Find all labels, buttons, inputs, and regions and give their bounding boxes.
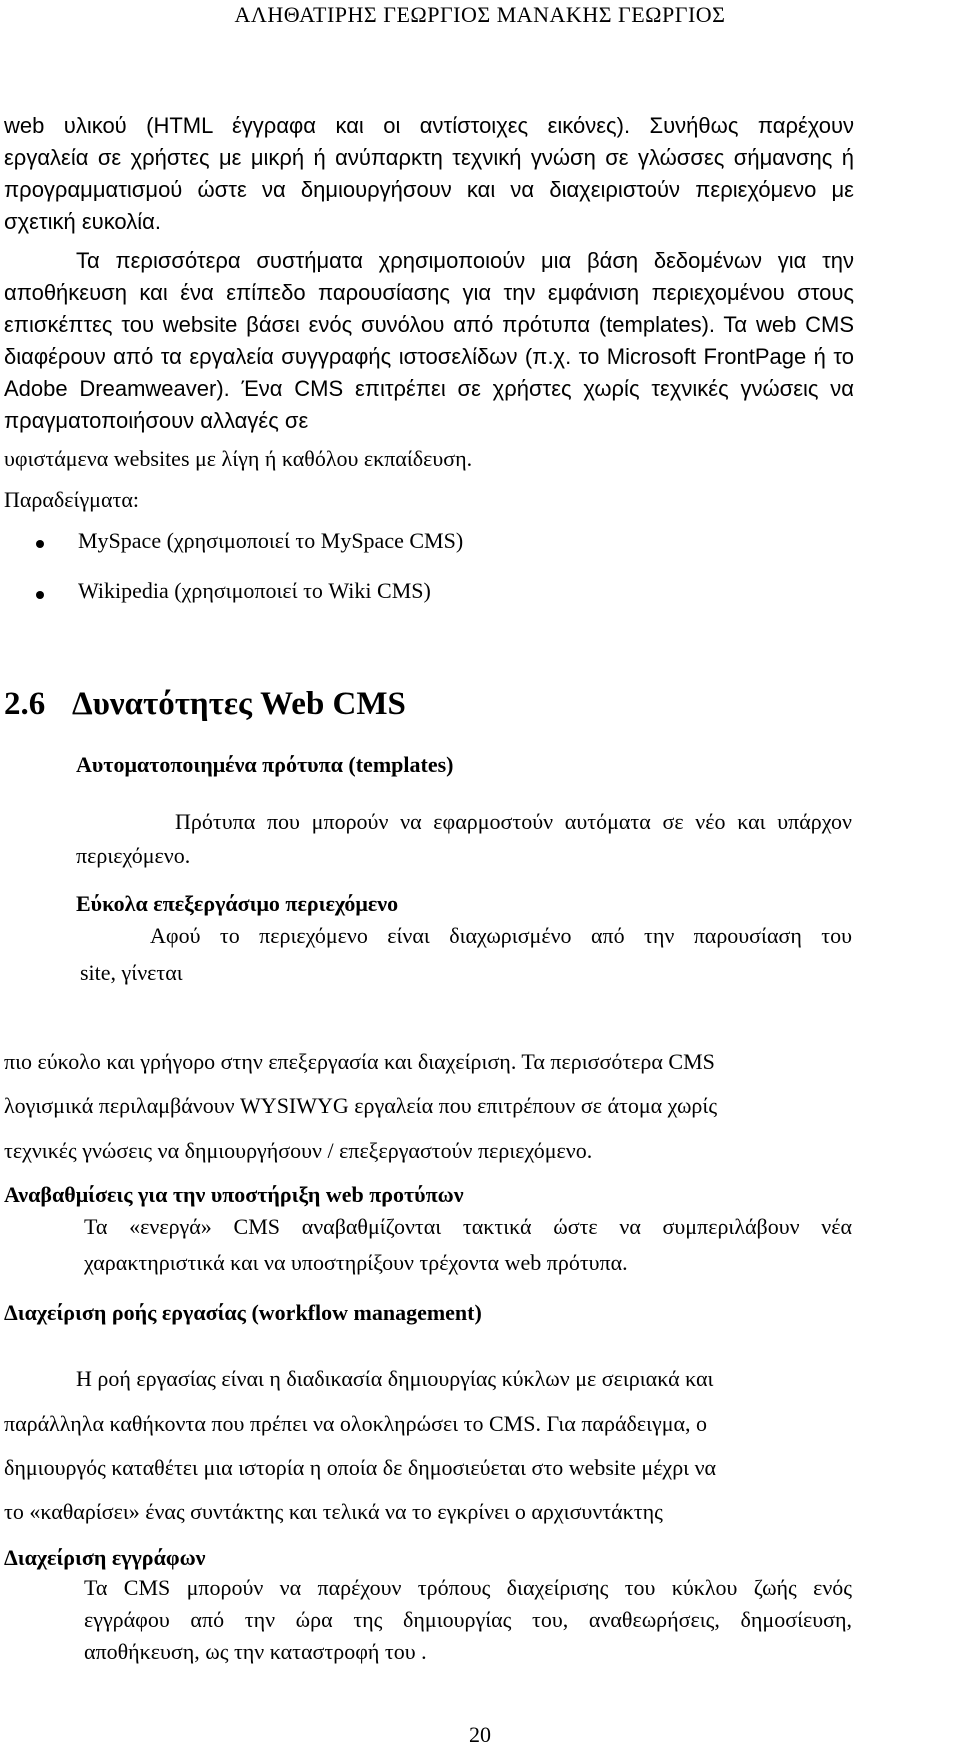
upgrades-heading: Αναβαθμίσεις για την υποστήριξη web προτύπων — [4, 1182, 464, 1207]
section-number: 2.6 — [4, 686, 46, 722]
editable-line-2: site, γίνεται — [80, 960, 183, 985]
documents-line-1: Τα CMS μπορούν να παρέχουν τρόπους διαχείρισης του κύκλου ζωής ενός — [84, 1575, 852, 1600]
para2-line-3: επισκέπτες του website βάσει ενός συνόλου από πρότυπα (templates). Τα web CMS — [4, 312, 854, 337]
para2-line-6: πραγματοποιήσουν αλλαγές σε — [4, 408, 309, 433]
page-number: 20 — [469, 1722, 491, 1747]
para2-line-2: αποθήκευση και ένα επίπεδο παρουσίασης για την εμφάνιση περιεχομένου στους — [4, 280, 854, 305]
bullet-icon — [36, 591, 44, 599]
para2-line-1: Τα περισσότερα συστήματα χρησιμοποιούν μια βάση δεδομένων για την — [76, 248, 854, 273]
templates-heading: Αυτοματοποιημένα πρότυπα (templates) — [76, 752, 454, 777]
intro-line-2: εργαλεία σε χρήστες με μικρή ή ανύπαρκτη τεχνική γνώση σε γλώσσες σήμανσης ή — [4, 145, 854, 170]
documents-line-2: εγγράφου από την ώρα της δημιουργίας του, αναθεωρήσεις, δημοσίευση, — [84, 1607, 852, 1632]
upgrades-line-1: Τα «ενεργά» CMS αναβαθμίζονται τακτικά ώστε να συμπεριλάβουν νέα — [84, 1214, 852, 1239]
workflow-line-3: δημιουργός καταθέτει μια ιστορία η οποία δε δημοσιεύεται στο website μέχρι να — [4, 1455, 717, 1480]
para2-end: υφιστάμενα websites με λίγη ή καθόλου εκπαίδευση. — [4, 446, 473, 471]
documents-line-3: αποθήκευση, ως την καταστροφή του . — [84, 1639, 427, 1664]
templates-line-1: Πρότυπα που μπορούν να εφαρμοστούν αυτόματα σε νέο και υπάρχον — [175, 809, 852, 834]
intro-line-1: web υλικού (HTML έγγραφα και οι αντίστοιχες εικόνες). Συνήθως παρέχουν — [4, 113, 854, 138]
examples-label: Παραδείγματα: — [4, 487, 139, 512]
example-item-myspace: MySpace (χρησιμοποιεί το MySpace CMS) — [78, 528, 464, 553]
upgrades-line-2: χαρακτηριστικά και να υποστηρίξουν τρέχοντα web πρότυπα. — [84, 1250, 628, 1275]
bullet-icon — [36, 540, 44, 548]
workflow-line-4: το «καθαρίσει» ένας συντάκτης και τελικά να το εγκρίνει ο αρχισυντάκτης — [4, 1499, 663, 1524]
templates-line-2: περιεχόμενο. — [76, 843, 191, 868]
section-title: Δυνατότητες Web CMS — [72, 686, 406, 722]
intro-line-4: σχετική ευκολία. — [4, 209, 161, 234]
editable-cont-1: πιο εύκολο και γρήγορο στην επεξεργασία και διαχείριση. Τα περισσότερα CMS — [4, 1049, 715, 1074]
page-header: ΑΛΗΘΑΤΙΡΗΣ ΓΕΩΡΓΙΟΣ ΜΑΝΑΚΗΣ ΓΕΩΡΓΙΟΣ — [234, 2, 726, 27]
workflow-line-1: Η ροή εργασίας είναι η διαδικασία δημιουργίας κύκλων με σειριακά και — [76, 1366, 714, 1391]
workflow-line-2: παράλληλα καθήκοντα που πρέπει να ολοκληρώσει το CMS. Για παράδειγμα, ο — [4, 1411, 708, 1436]
documents-heading: Διαχείριση εγγράφων — [4, 1545, 206, 1570]
para2-line-4: διαφέρουν από τα εργαλεία συγγραφής ιστοσελίδων (π.χ. το Microsoft FrontPage ή το — [4, 344, 854, 369]
para2-line-5: Adobe Dreamweaver). Ένα CMS επιτρέπει σε χρήστες χωρίς τεχνικές γνώσεις να — [4, 376, 854, 401]
workflow-heading: Διαχείριση ροής εργασίας (workflow management) — [4, 1300, 482, 1325]
editable-heading: Εύκολα επεξεργάσιμο περιεχόμενο — [76, 891, 399, 916]
editable-cont-2: λογισμικά περιλαμβάνουν WYSIWYG εργαλεία που επιτρέπουν σε άτομα χωρίς — [4, 1093, 718, 1118]
example-item-wikipedia: Wikipedia (χρησιμοποιεί το Wiki CMS) — [78, 578, 431, 603]
editable-line-1: Αφού το περιεχόμενο είναι διαχωρισμένο από την παρουσίαση του — [150, 923, 852, 948]
intro-line-3: προγραμματισμού ώστε να δημιουργήσουν και να διαχειριστούν περιεχόμενο με — [4, 177, 854, 202]
editable-cont-3: τεχνικές γνώσεις να δημιουργήσουν / επεξεργαστούν περιεχόμενο. — [4, 1138, 593, 1163]
